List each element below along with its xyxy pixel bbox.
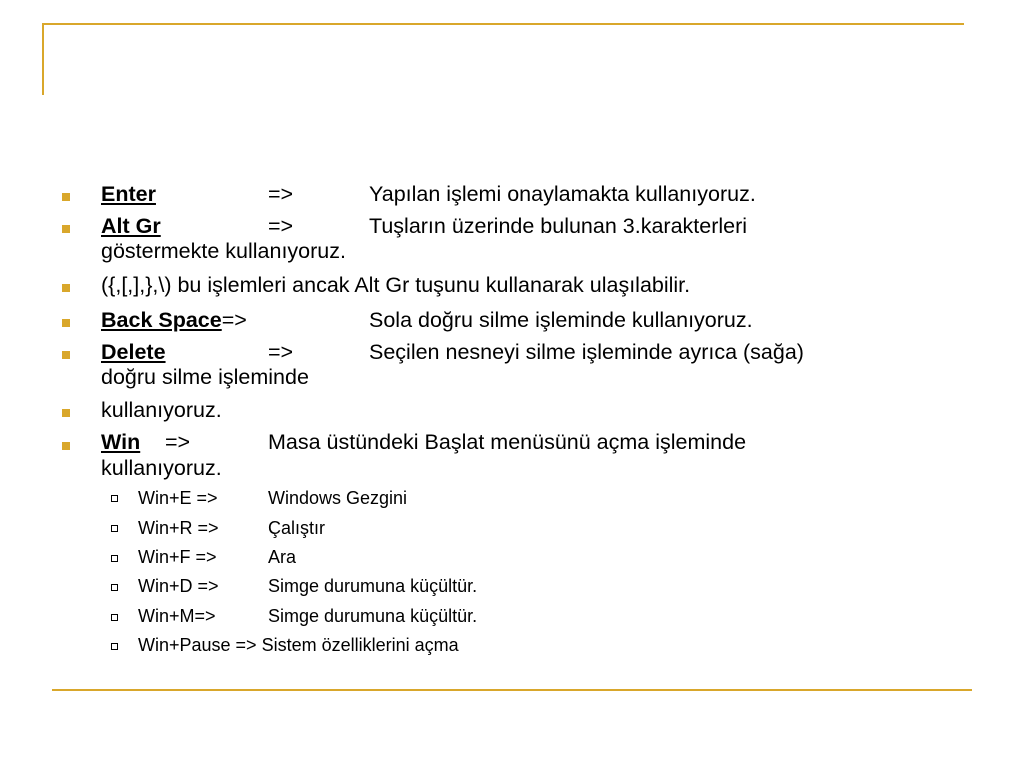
list-item-altgr [101, 213, 161, 239]
list-item-chars: ({,[,],},\) bu işlemleri ancak Alt Gr tuşunu kullanarak ulaşılabilir. [101, 273, 691, 297]
list-item-backspace [101, 307, 247, 333]
arrow-delete: => [268, 340, 294, 364]
hollow-square-bullet-icon [111, 584, 118, 591]
hollow-square-bullet-icon [111, 614, 118, 621]
arrow-win: => [165, 430, 191, 454]
square-bullet-icon [62, 351, 70, 359]
shortcut-combo: Win+M=> [138, 606, 216, 626]
shortcut-desc: Windows Gezgini [268, 488, 408, 508]
key-enter: Enter [101, 182, 156, 206]
list-item-kullaniyoruz: kullanıyoruz. [101, 398, 222, 422]
list-item-enter [101, 181, 156, 207]
desc-win: Masa üstündeki Başlat menüsünü açma işleminde [268, 430, 747, 454]
shortcut-desc: Çalıştır [268, 518, 326, 538]
shortcut-desc: Ara [268, 547, 297, 567]
key-win: Win [101, 430, 141, 454]
square-bullet-icon [62, 225, 70, 233]
square-bullet-icon [62, 319, 70, 327]
square-bullet-icon [62, 409, 70, 417]
desc-enter: Yapılan işlemi onaylamakta kullanıyoruz. [369, 182, 756, 206]
square-bullet-icon [62, 442, 70, 450]
desc-win-cont: kullanıyoruz. [101, 456, 222, 480]
hollow-square-bullet-icon [111, 495, 118, 502]
key-backspace: Back Space [101, 308, 222, 332]
desc-altgr: Tuşların üzerinde bulunan 3.karakterleri [369, 214, 748, 238]
desc-delete: Seçilen nesneyi silme işleminde ayrıca (sağa) [369, 340, 804, 364]
desc-delete-cont: doğru silme işleminde [101, 365, 309, 389]
shortcut-combo: Win+E => [138, 488, 218, 508]
hollow-square-bullet-icon [111, 525, 118, 532]
desc-altgr-cont: göstermekte kullanıyoruz. [101, 239, 346, 263]
list-item-delete [101, 339, 166, 365]
shortcut-desc: Simge durumuna küçültür. [268, 576, 478, 596]
shortcut-combo [138, 634, 459, 656]
hollow-square-bullet-icon [111, 643, 118, 650]
list-item-win [101, 429, 140, 455]
shortcut-combo: Win+R => [138, 518, 219, 538]
square-bullet-icon [62, 193, 70, 201]
arrow-enter: => [268, 182, 294, 206]
shortcut-combo: Win+F => [138, 547, 217, 567]
shortcut-desc: Simge durumuna küçültür. [268, 606, 478, 626]
hollow-square-bullet-icon [111, 555, 118, 562]
shortcut-desc: Sistem özelliklerini açma [261, 635, 459, 655]
square-bullet-icon [62, 284, 70, 292]
arrow-altgr: => [268, 214, 294, 238]
shortcut-combo: Win+D => [138, 576, 219, 596]
desc-backspace: Sola doğru silme işleminde kullanıyoruz. [369, 308, 753, 332]
key-altgr: Alt Gr [101, 214, 161, 238]
shortcut-combo-text: Win+Pause => [138, 635, 257, 655]
arrow-backspace: => [221, 308, 247, 332]
key-delete: Delete [101, 340, 166, 364]
